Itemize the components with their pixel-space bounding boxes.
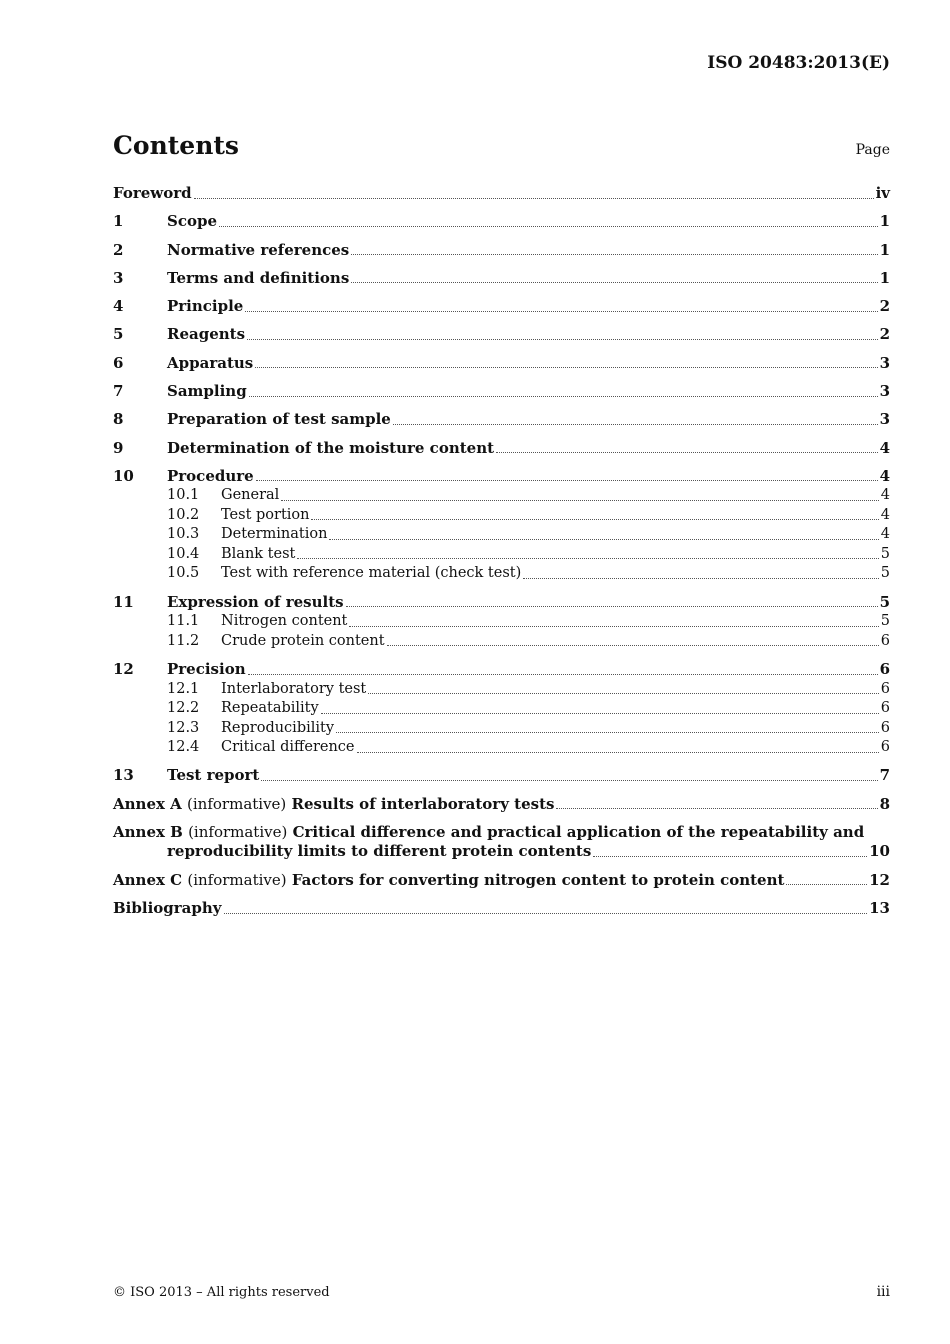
toc-entry-page: 3 [879,382,890,401]
toc-entry-title: Determination of the moisture content [167,438,495,457]
toc-entry-number: 6 [113,353,124,372]
annex-kind: (informative) [187,794,287,813]
toc-entry-page: 4 [880,526,890,543]
dot-leader [255,367,877,368]
dot-leader [351,282,877,283]
dot-leader [368,693,879,694]
toc-entry-preparation-of-test-sample[interactable] [113,410,890,430]
toc-entry-title: Terms and definitions [167,268,350,287]
toc-subentry-crude-protein-content[interactable] [113,632,890,652]
dot-leader [387,645,879,646]
dot-leader [261,780,877,781]
toc-entry-page: 6 [880,739,890,756]
toc-entry-number: 10.1 [167,487,200,504]
toc-entry-number: 4 [113,297,124,316]
dot-leader [593,856,867,857]
annex-kind: (informative) [188,822,288,841]
annex-label: Annex B [113,822,183,841]
toc-entry-apparatus[interactable] [113,354,890,374]
dot-leader [256,480,878,481]
toc-entry-title: General [221,487,280,504]
toc-entry-number: 11.1 [167,613,200,630]
document-id: ISO 20483:2013(E) [707,53,890,73]
annex-title: Results of interlaboratory tests [291,794,555,813]
toc-entry-number: 10.3 [167,526,200,543]
dot-leader [336,732,879,733]
dot-leader [249,396,878,397]
toc-entry-page: 6 [880,680,890,697]
dot-leader [496,452,878,453]
toc-entry-number: 8 [113,410,124,429]
toc-entry-title: Crude protein content [221,632,385,649]
page-title: Contents [113,131,240,160]
toc-entry-number: 9 [113,438,124,457]
dot-leader [349,626,878,627]
toc-entry-page: 10 [869,842,890,861]
toc-entry-title [113,871,784,891]
toc-entry-number: 1 [113,212,124,231]
toc-entry-page: 2 [879,325,890,344]
toc-entry-title: Blank test [221,545,296,562]
toc-entry-number: 5 [113,325,124,344]
dot-leader [247,339,878,340]
toc-subentry-general[interactable] [113,486,890,506]
toc-entry-page: 4 [879,438,890,457]
toc-entry-annex-c[interactable] [113,871,890,891]
toc-entry-page: 7 [879,766,890,785]
dot-leader [219,226,878,227]
toc-entry-title: Sampling [167,382,247,401]
toc-entry-number: 7 [113,382,124,401]
toc-entry-title [113,795,554,815]
toc-entry-title: Determination [221,526,328,543]
toc-entry-title: Procedure [167,466,254,485]
page-column-label: Page [855,142,890,158]
toc-entry-page: 5 [880,545,890,562]
annex-label: Annex A [113,794,182,813]
toc-entry-normative-references[interactable] [113,241,890,261]
toc-entry-number: 11 [113,592,134,611]
toc-subentry-determination[interactable] [113,525,890,545]
toc-entry-foreword[interactable] [113,184,890,204]
toc-entry-page: 5 [880,613,890,630]
dot-leader [786,884,867,885]
toc-entry-title: Expression of results [167,592,344,611]
toc-entry-number: 3 [113,268,124,287]
toc-subentry-check-test[interactable] [113,564,890,584]
dot-leader [311,519,878,520]
annex-title: Factors for converting nitrogen content to protein content [291,870,785,889]
table-of-contents [113,184,890,919]
copyright-notice: © ISO 2013 – All rights reserved [113,1285,330,1300]
toc-entry-precision[interactable] [113,660,890,680]
toc-entry-title: Nitrogen content [221,613,348,630]
toc-entry-page: 6 [880,632,890,649]
toc-entry-moisture-content[interactable] [113,439,890,459]
toc-entry-page: 4 [879,466,890,485]
toc-entry-title: Normative references [167,240,350,259]
dot-leader [351,254,877,255]
annex-title: Critical difference and practical application of the repeatability and [292,822,865,841]
toc-entry-page: 1 [879,240,890,259]
toc-entry-number: 12.4 [167,739,200,756]
toc-entry-number: 12.1 [167,680,200,697]
toc-entry-page: 5 [879,592,890,611]
dot-leader [194,198,874,199]
toc-subentry-reproducibility[interactable] [113,719,890,739]
toc-entry-number: 2 [113,240,124,259]
toc-entry-page: 2 [879,297,890,316]
toc-entry-page: 3 [879,410,890,429]
toc-entry-title: Precision [167,660,246,679]
toc-entry-title: Critical difference [221,739,355,756]
dot-leader [346,606,878,607]
annex-title-continued: reproducibility limits to different protein contents [167,842,592,861]
toc-entry-title: Test report [167,766,260,785]
toc-entry-title: Apparatus [167,353,254,372]
toc-subentry-test-portion[interactable] [113,506,890,526]
toc-entry-scope[interactable] [113,212,890,232]
dot-leader [248,674,878,675]
toc-subentry-nitrogen-content[interactable] [113,612,890,632]
toc-entry-reagents[interactable] [113,325,890,345]
toc-entry-title: Reproducibility [221,719,335,736]
toc-entry-title: Preparation of test sample [167,410,391,429]
dot-leader [224,913,868,914]
dot-leader [357,752,879,753]
dot-leader [281,500,878,501]
toc-entry-terms-and-definitions[interactable] [113,269,890,289]
dot-leader [329,539,878,540]
dot-leader [245,311,877,312]
toc-entry-test-report[interactable] [113,766,890,786]
annex-label: Annex C [113,870,183,889]
toc-entry-principle[interactable] [113,297,890,317]
annex-kind: (informative) [187,870,287,889]
dot-leader [297,558,878,559]
toc-entry-number: 12.2 [167,700,200,717]
toc-entry-page: 13 [869,899,890,918]
toc-entry-number: 12.3 [167,719,200,736]
toc-entry-number: 12 [113,660,134,679]
toc-entry-page: 6 [880,700,890,717]
toc-entry-number: 10.4 [167,545,200,562]
toc-entry-title-line-2 [113,842,890,862]
toc-entry-page: 6 [879,660,890,679]
toc-entry-title: Test with reference material (check test) [221,565,522,582]
toc-entry-title: Bibliography [113,899,222,918]
dot-leader [321,713,879,714]
toc-entry-title-line-1 [113,823,890,843]
toc-entry-expression-of-results[interactable] [113,593,890,613]
toc-entry-title: Reagents [167,325,246,344]
toc-entry-page: 5 [880,565,890,582]
toc-subentry-repeatability[interactable] [113,699,890,719]
toc-subentry-critical-difference[interactable] [113,738,890,758]
toc-entry-number: 13 [113,766,134,785]
toc-entry-procedure[interactable] [113,467,890,487]
toc-entry-page: 12 [869,870,890,889]
toc-entry-title: Scope [167,212,218,231]
toc-entry-title: Foreword [113,184,192,202]
toc-entry-title: Test portion [221,506,310,523]
toc-entry-page: 6 [880,719,890,736]
toc-subentry-blank-test[interactable] [113,545,890,565]
toc-entry-page: 4 [880,506,890,523]
toc-entry-number: 10.5 [167,565,200,582]
toc-entry-title: Interlaboratory test [221,680,367,697]
toc-entry-annex-b[interactable] [113,823,890,862]
toc-entry-number: 10.2 [167,506,200,523]
toc-entry-annex-a[interactable] [113,795,890,815]
toc-entry-bibliography[interactable] [113,899,890,919]
dot-leader [393,424,878,425]
dot-leader [556,808,877,809]
toc-entry-page: 4 [880,487,890,504]
toc-entry-page: 3 [879,353,890,372]
toc-entry-page: 8 [879,794,890,813]
toc-entry-sampling[interactable] [113,382,890,402]
toc-entry-page: 1 [879,212,890,231]
dot-leader [523,578,879,579]
toc-entry-title: Principle [167,297,244,316]
toc-subentry-interlaboratory-test[interactable] [113,680,890,700]
toc-entry-page: 1 [879,268,890,287]
page-number: iii [876,1284,890,1300]
toc-entry-page: iv [875,184,890,202]
toc-entry-number: 11.2 [167,632,200,649]
toc-entry-number: 10 [113,466,134,485]
toc-entry-title: Repeatability [221,700,319,717]
